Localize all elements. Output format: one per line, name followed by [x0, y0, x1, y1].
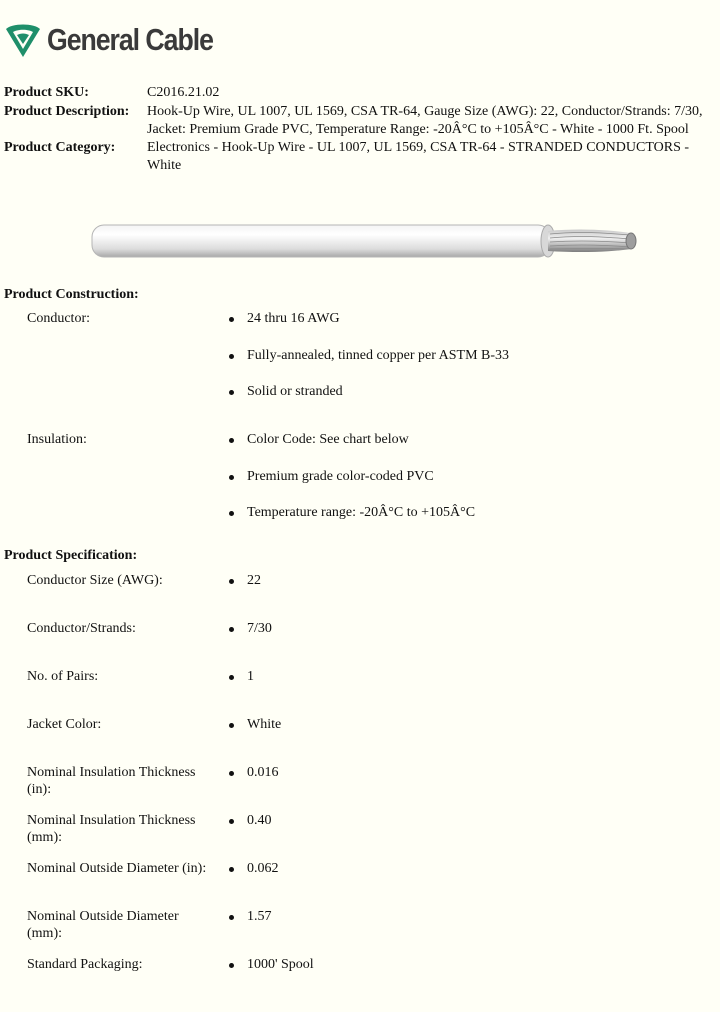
bullet-icon — [229, 390, 234, 395]
spec-label: Conductor/Strands: — [27, 621, 136, 636]
conductor-label: Conductor: — [27, 311, 90, 326]
spec-label: Nominal Insulation Thickness (in): — [27, 765, 196, 797]
spec-label: No. of Pairs: — [27, 669, 99, 684]
spec-value: 1.57 — [247, 909, 272, 924]
description-value — [147, 103, 703, 139]
spec-value: White — [247, 717, 282, 732]
category-value: Electronics - Hook-Up Wire - UL 1007, UL 1569, CSA TR-64 - STRANDED CONDUCTORS - White — [147, 140, 690, 173]
brand-name: General Cable — [47, 22, 213, 57]
spec-value: 0.40 — [247, 813, 272, 828]
description-label: Product Description: — [4, 104, 130, 119]
spec-value: 0.016 — [247, 765, 279, 780]
insulation-item-1: Color Code: See chart below — [247, 432, 409, 447]
insulation-label: Insulation: — [27, 432, 87, 447]
spec-label: Nominal Insulation Thickness (mm): — [27, 813, 196, 845]
bullet-icon — [229, 438, 234, 443]
bullet-icon — [229, 963, 234, 968]
spec-value: 1000' Spool — [247, 957, 314, 972]
spec-value: 1 — [247, 669, 254, 684]
bullet-icon — [229, 675, 234, 680]
bullet-icon — [229, 579, 234, 584]
bullet-icon — [229, 627, 234, 632]
sku-row — [4, 84, 219, 102]
category-label: Product Category: — [4, 140, 116, 155]
bullet-icon — [229, 819, 234, 824]
general-cable-logo-icon — [4, 21, 42, 59]
cable-image — [90, 222, 640, 265]
spec-label: Jacket Color: — [27, 717, 102, 732]
sku-value: C2016.21.02 — [147, 85, 220, 100]
description-row — [4, 103, 703, 139]
conductor-item-3: Solid or stranded — [247, 384, 343, 399]
spec-value: 7/30 — [247, 621, 272, 636]
description-line-2: Jacket: Premium Grade PVC, Temperature Range: -20Â°C to +105Â°C - White - 1000 Ft. Spool — [147, 122, 689, 137]
insulation-item-3: Temperature range: -20Â°C to +105Â°C — [247, 505, 476, 520]
specification-title: Product Specification: — [4, 548, 138, 563]
bullet-icon — [229, 723, 234, 728]
construction-title: Product Construction: — [4, 287, 139, 302]
spec-label: Nominal Outside Diameter (in): — [27, 861, 207, 876]
spec-label: Nominal Outside Diameter (mm): — [27, 909, 179, 941]
conductor-item-2: Fully-annealed, tinned copper per ASTM B-33 — [247, 348, 510, 363]
bullet-icon — [229, 317, 234, 322]
brand-logo — [4, 18, 240, 62]
category-row — [4, 139, 716, 175]
spec-value: 22 — [247, 573, 261, 588]
bullet-icon — [229, 867, 234, 872]
conductor-item-1: 24 thru 16 AWG — [247, 311, 340, 326]
bullet-icon — [229, 511, 234, 516]
sku-label: Product SKU: — [4, 85, 89, 100]
description-line-1: Hook-Up Wire, UL 1007, UL 1569, CSA TR-64, Gauge Size (AWG): 22, Conductor/Strands: 7/30, — [147, 104, 703, 119]
spec-value: 0.062 — [247, 861, 279, 876]
insulation-item-2: Premium grade color-coded PVC — [247, 469, 434, 484]
spec-label: Standard Packaging: — [27, 957, 143, 972]
spec-label: Conductor Size (AWG): — [27, 573, 163, 588]
bullet-icon — [229, 915, 234, 920]
bullet-icon — [229, 475, 234, 480]
bullet-icon — [229, 771, 234, 776]
bullet-icon — [229, 354, 234, 359]
